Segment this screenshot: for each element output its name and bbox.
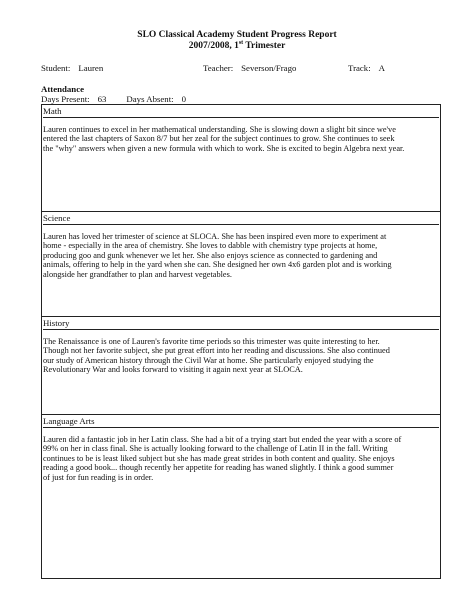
subtitle-trimester: Trimester xyxy=(243,41,286,51)
section-science xyxy=(42,211,440,316)
student-info-row xyxy=(41,62,441,74)
teacher-field xyxy=(203,62,296,74)
track-field xyxy=(348,62,385,74)
section-label: Math xyxy=(43,106,439,118)
track-label: Track: xyxy=(348,63,371,73)
section-language-arts xyxy=(42,414,440,578)
days-present-label: Days Present: xyxy=(41,94,90,104)
section-comment: Lauren continues to excel in her mathematical understanding. She is slowing down a slight bit since we've entered the last chapters of Saxon 8/7 but her zeal for the subject continues to grow. She continues to seek the "why" answers when given a new formula with which to work. She is excited to begin Algebra next year. xyxy=(43,125,405,153)
section-label: Language Arts xyxy=(43,416,439,428)
section-history xyxy=(42,316,440,414)
student-name: Lauren xyxy=(78,63,104,73)
section-comment: The Renaissance is one of Lauren's favorite time periods so this trimester was quite interesting to her. Though not her favorite subject, she put great effort into her reading and discussions. She also continued our study of American history through the Civil War at home. She particularly enjoyed studying the Revolutionary War and looks forward to visiting it again next year at SLOCA. xyxy=(43,337,390,375)
teacher-name: Severson/Frago xyxy=(241,63,297,73)
subject-comments-table xyxy=(41,104,441,579)
subtitle-year: 2007/2008, 1 xyxy=(188,41,239,51)
report-subtitle xyxy=(0,41,474,52)
section-comment: Lauren did a fantastic job in her Latin class. She had a bit of a trying start but ended the year with a score of 99% on her in class final. She is actually looking forward to the challenge of Latin II in the fall. Writing continues to be is least liked subject but she has made great strides in both content and quality. She enjoys reading a good book... though recently her appetite for reading has waned slightly. I think a good summer of just for fun reading is in order. xyxy=(43,435,402,482)
subtitle-superscript: st xyxy=(238,39,244,46)
student-field xyxy=(41,62,103,74)
student-label: Student: xyxy=(41,63,71,73)
track-value: A xyxy=(378,63,386,73)
section-comment: Lauren has loved her trimester of science at SLOCA. She has been inspired even more to experiment at home - especially in the area of chemistry. She loves to dabble with chemistry type projects at home, producing goo and gunk whenever we let her. She also enjoys science as connected to gardening and animals, offering to help in the yard when she can. She designed her own 4x6 garden plot and is working alongside her grandfather to plan and harvest vegetables. xyxy=(43,232,392,279)
teacher-label: Teacher: xyxy=(203,63,234,73)
report-title: SLO Classical Academy Student Progress Report xyxy=(137,30,337,40)
attendance-row xyxy=(41,94,186,104)
section-math xyxy=(42,105,440,211)
days-present-value: 63 xyxy=(97,94,107,104)
section-label: Science xyxy=(43,213,439,225)
attendance-heading: Attendance xyxy=(41,84,85,94)
days-absent-label: Days Absent: xyxy=(126,94,174,104)
days-absent-value: 0 xyxy=(181,94,186,104)
section-label: History xyxy=(43,318,439,330)
